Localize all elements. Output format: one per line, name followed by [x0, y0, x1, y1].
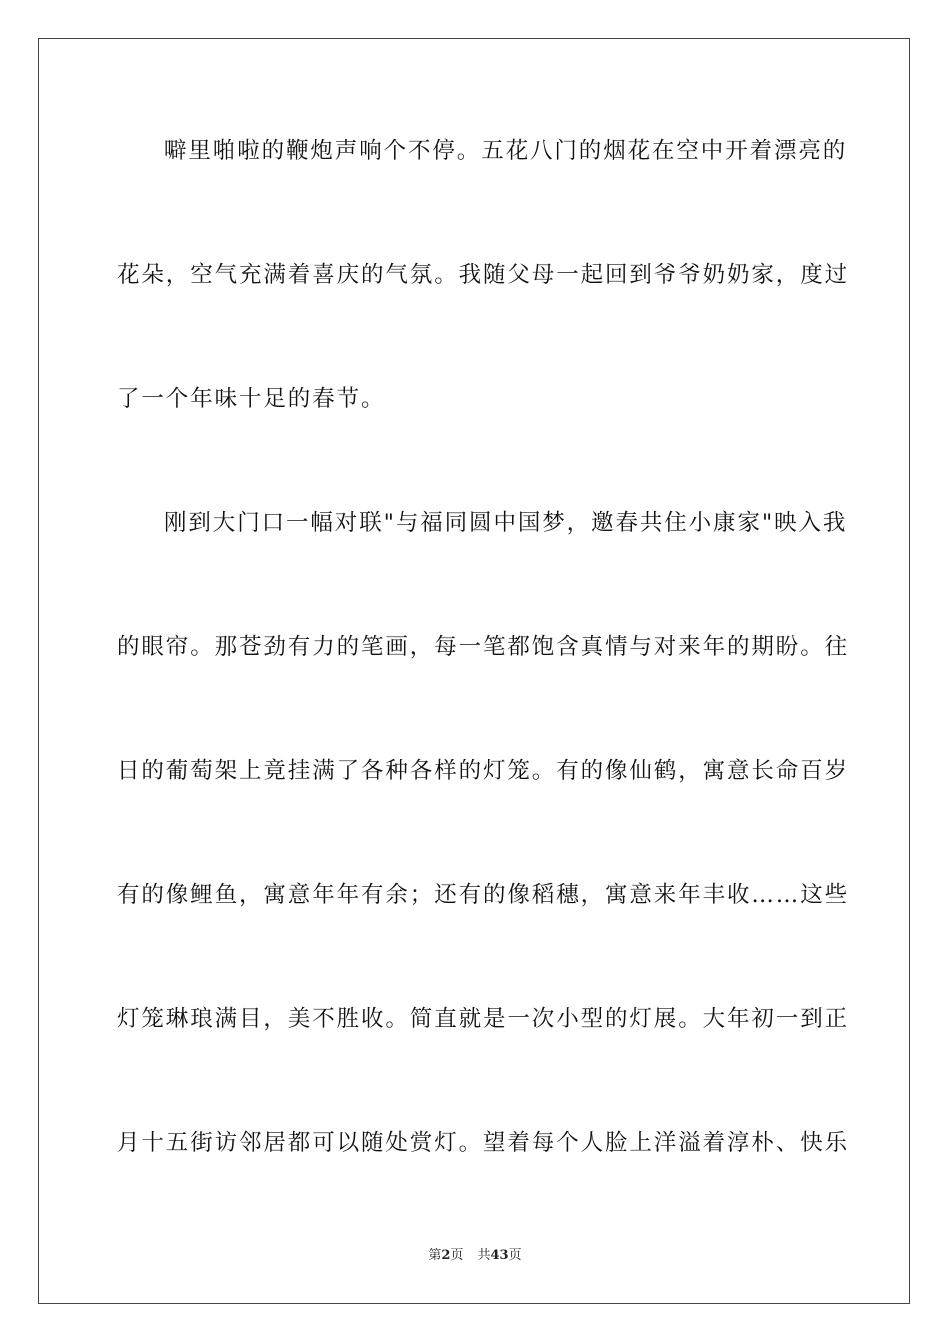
paragraph-1-line-3: 了一个年味十足的春节。: [117, 386, 386, 412]
paragraph-2-line-4: 有的像鲤鱼，寓意年年有余；还有的像稻穗，寓意来年丰收……这些: [117, 882, 850, 908]
paragraph-2-line-5: 灯笼琳琅满目，美不胜收。简直就是一次小型的灯展。大年初一到正: [117, 1006, 850, 1032]
page-suffix: 页: [450, 1248, 464, 1263]
paragraph-1-line-1: 噼里啪啦的鞭炮声响个不停。五花八门的烟花在空中开着漂亮的: [164, 138, 848, 164]
page-number: 2: [441, 1248, 451, 1263]
paragraph-2-line-2: 的眼帘。那苍劲有力的笔画，每一笔都饱含真情与对来年的期盼。往: [117, 634, 850, 660]
paragraph-2-line-6: 月十五街访邻居都可以随处赏灯。望着每个人脸上洋溢着淳朴、快乐: [117, 1130, 850, 1156]
total-suffix: 页: [508, 1248, 522, 1263]
paragraph-1-line-2: 花朵，空气充满着喜庆的气氛。我随父母一起回到爷爷奶奶家，度过: [117, 262, 850, 288]
total-pages: 43: [490, 1248, 509, 1263]
page-footer: [0, 1247, 950, 1265]
total-prefix: 共: [477, 1248, 491, 1263]
paragraph-2-line-1: 刚到大门口一幅对联"与福同圆中国梦，邀春共住小康家"映入我: [164, 510, 848, 536]
page-border: [38, 38, 910, 1304]
paragraph-2-line-3: 日的葡萄架上竟挂满了各种各样的灯笼。有的像仙鹤，寓意长命百岁: [117, 758, 850, 784]
page-prefix: 第: [428, 1248, 442, 1263]
